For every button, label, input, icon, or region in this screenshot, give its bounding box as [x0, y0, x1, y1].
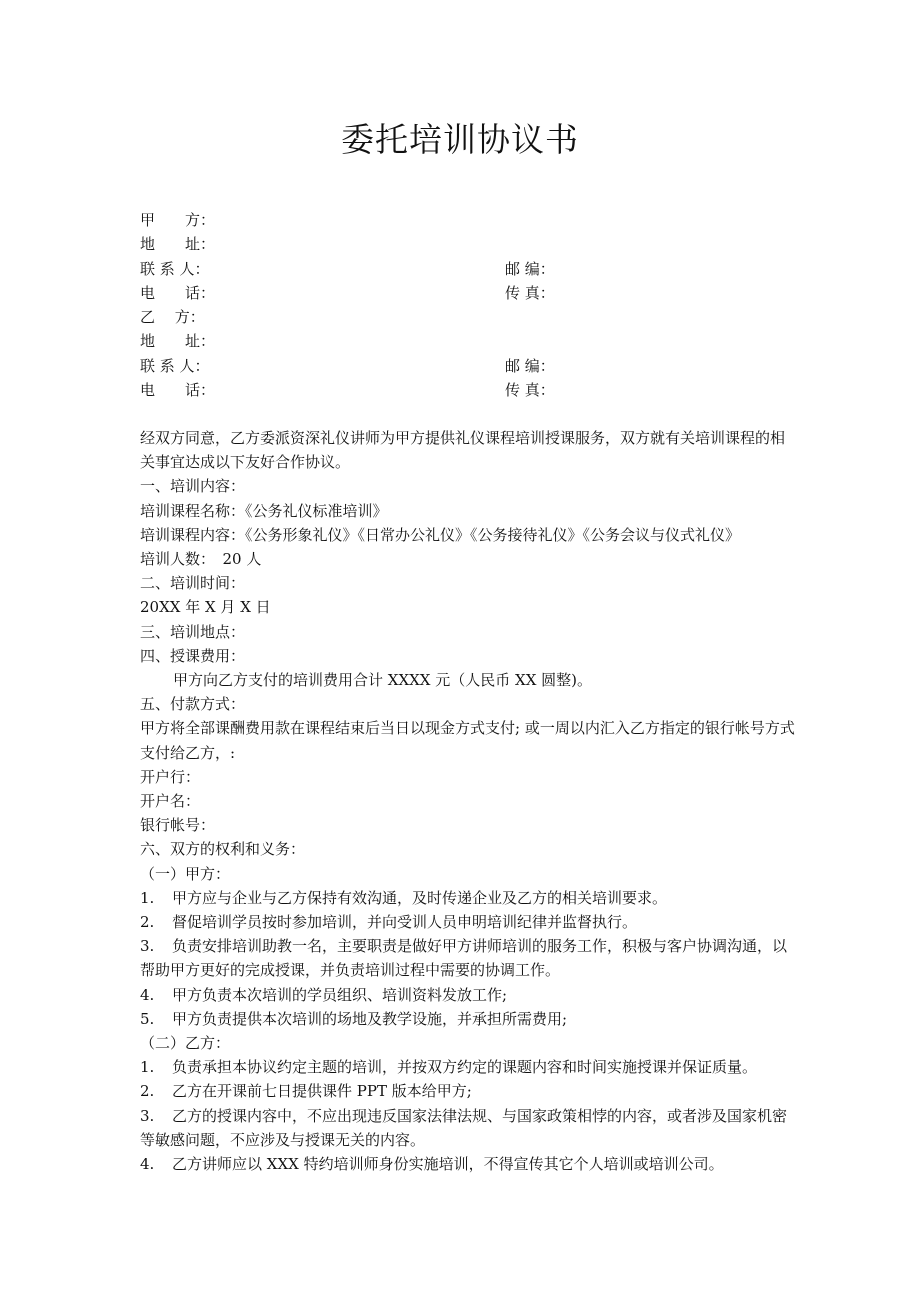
party-a-address-line	[140, 232, 800, 256]
section-6-heading: 六、双方的权利和义务：	[140, 840, 306, 859]
fee-paragraph: 甲方向乙方支付的培训费用合计 XXXX 元（人民币 XX 圆整)。	[173, 671, 592, 690]
party-info-block	[140, 208, 800, 402]
party-b-duty-item	[140, 1055, 798, 1079]
account-number-line: 银行帐号：	[140, 816, 216, 835]
party-a-phone-label: 电 话：	[140, 283, 216, 302]
party-b-postcode-label: 邮 编：	[505, 356, 555, 375]
party-a-duty-item	[140, 1007, 798, 1031]
party-a-duty-text: 甲方应与企业与乙方保持有效沟通，及时传递企业及乙方的相关培训要求。	[172, 888, 668, 907]
party-a-duty-number: 1.	[140, 888, 155, 907]
party-a-contact-label: 联 系 人：	[140, 259, 210, 278]
party-b-duties-heading: （二）乙方：	[140, 1034, 231, 1053]
agreement-body	[140, 426, 798, 1176]
section-4-heading: 四、授课费用：	[140, 646, 246, 665]
party-a-duty-number: 5.	[140, 1009, 155, 1028]
party-b-duty-item	[140, 1104, 798, 1152]
party-b-fax-label: 传 真：	[505, 381, 555, 400]
party-a-duty-item	[140, 886, 798, 910]
party-b-name-label: 乙 方：	[140, 308, 205, 327]
party-a-duty-text: 督促培训学员按时参加培训，并向受训人员申明培训纪律并监督执行。	[172, 913, 638, 932]
party-a-phone-line	[140, 281, 800, 305]
course-name: 培训课程名称：《公务礼仪标准培训》	[140, 501, 388, 520]
party-a-duty-text: 负责安排培训助教一名，主要职责是做好甲方讲师培训的服务工作，积极与客户协调沟通，以帮助甲方更好的完成授课，并负责培训过程中需要的协调工作。	[140, 937, 788, 980]
party-a-duty-text: 甲方负责本次培训的学员组织、培训资料发放工作;	[172, 985, 508, 1004]
party-a-duty-item	[140, 934, 798, 982]
section-5-heading: 五、付款方式：	[140, 695, 246, 714]
party-b-duty-text: 乙方在开课前七日提供课件 PPT 版本给甲方;	[172, 1082, 472, 1101]
section-1-heading: 一、培训内容：	[140, 477, 246, 496]
party-b-duty-item	[140, 1152, 798, 1176]
party-a-duty-number: 4.	[140, 985, 155, 1004]
document-title: 委托培训协议书	[341, 120, 579, 159]
party-b-duty-number: 1.	[140, 1058, 155, 1077]
payment-paragraph: 甲方将全部课酬费用款在课程结束后当日以现金方式支付; 或一周以内汇入乙方指定的银行帐号方式支付给乙方，:	[140, 719, 795, 762]
party-b-duty-text: 负责承担本协议约定主题的培训，并按双方约定的课题内容和时间实施授课并保证质量。	[172, 1058, 758, 1077]
party-a-duty-item	[140, 910, 798, 934]
training-date: 20XX 年 X 月 X 日	[140, 598, 271, 617]
party-a-duties-heading: （一）甲方：	[140, 864, 231, 883]
party-a-contact-line	[140, 257, 800, 281]
trainee-count: 培训人数： 20 人	[140, 550, 262, 569]
party-a-fax-label: 传 真：	[505, 283, 555, 302]
intro-paragraph: 经双方同意，乙方委派资深礼仪讲师为甲方提供礼仪课程培训授课服务，双方就有关培训课程的相关事宜达成以下友好合作协议。	[140, 429, 786, 472]
party-b-address-line	[140, 329, 800, 353]
course-content: 培训课程内容：《公务形象礼仪》《日常办公礼仪》《公务接待礼仪》《公务会议与仪式礼仪》	[140, 525, 741, 544]
party-b-duty-text: 乙方讲师应以 XXX 特约培训师身份实施培训，不得宣传其它个人培训或培训公司。	[172, 1155, 724, 1174]
party-b-duty-text: 乙方的授课内容中，不应出现违反国家法律法规、与国家政策相悖的内容，或者涉及国家机密等敏感问题，不应涉及与授课无关的内容。	[140, 1106, 788, 1149]
party-a-duty-number: 3.	[140, 937, 155, 956]
party-b-contact-line	[140, 354, 800, 378]
party-a-duty-number: 2.	[140, 913, 155, 932]
party-b-phone-label: 电 话：	[140, 381, 216, 400]
party-b-contact-label: 联 系 人：	[140, 356, 210, 375]
party-b-phone-line	[140, 378, 800, 402]
section-3-heading: 三、培训地点：	[140, 622, 246, 641]
party-a-name-line	[140, 208, 800, 232]
party-b-name-line	[140, 305, 800, 329]
party-a-address-label: 地 址：	[140, 235, 216, 254]
party-a-name-label: 甲 方：	[140, 211, 216, 229]
party-a-duty-text: 甲方负责提供本次培训的场地及教学设施，并承担所需费用;	[172, 1009, 568, 1028]
party-b-duty-number: 2.	[140, 1082, 155, 1101]
party-b-duty-number: 4.	[140, 1155, 155, 1174]
account-name-line: 开户名：	[140, 792, 201, 811]
section-2-heading: 二、培训时间：	[140, 574, 246, 593]
party-b-duty-item	[140, 1079, 798, 1103]
party-a-duty-item	[140, 983, 798, 1007]
party-b-address-label: 地 址：	[140, 332, 216, 351]
party-a-postcode-label: 邮 编：	[505, 259, 555, 278]
party-b-duty-number: 3.	[140, 1106, 155, 1125]
bank-name-line: 开户行：	[140, 767, 201, 786]
